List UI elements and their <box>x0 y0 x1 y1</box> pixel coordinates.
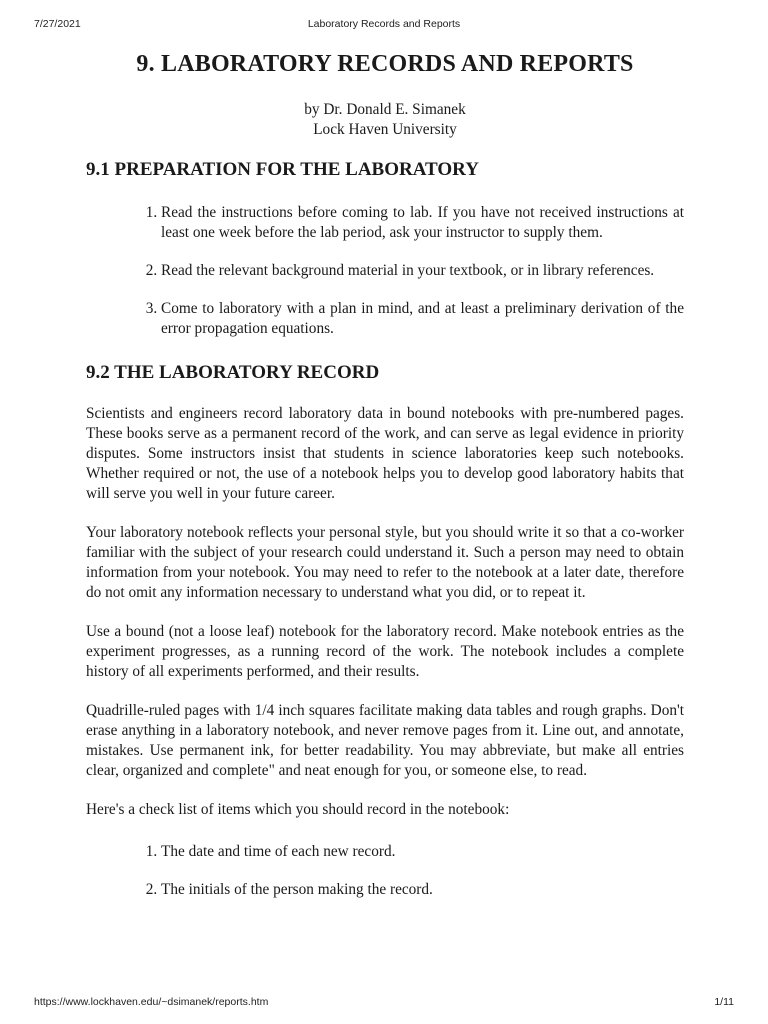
page-number: 1/11 <box>714 996 734 1008</box>
section-heading-preparation: 9.1 PREPARATION FOR THE LABORATORY <box>86 159 479 180</box>
list-item: 2. Read the relevant background material in your textbook, or in library references. <box>161 261 684 281</box>
page-url: https://www.lockhaven.edu/~dsimanek/reports.htm <box>34 996 269 1008</box>
byline <box>86 100 684 140</box>
list-item: 3. Come to laboratory with a plan in mind, and at least a preliminary derivation of the error propagation equations. <box>161 299 684 339</box>
affiliation: Lock Haven University <box>313 121 457 138</box>
print-page-title: Laboratory Records and Reports <box>307 18 461 30</box>
notebook-checklist <box>86 842 684 900</box>
author-line: by Dr. Donald E. Simanek <box>304 101 466 118</box>
paragraph: Use a bound (not a loose leaf) notebook for the laboratory record. Make notebook entries as the experiment progresses, as a running record of the work. The notebook includes a complete history of all experiments performed, and their results. <box>86 623 684 680</box>
paragraph: Quadrille-ruled pages with 1/4 inch squares facilitate making data tables and rough graphs. Don't erase anything in a laboratory notebook, and never remove pages from it. Line out, and annotate, mistakes. Use permanent ink, for better readability. You may abbreviate, but make all entries clear, organized and complete" and neat enough for you, or someone else, to read. <box>86 702 684 779</box>
preparation-list <box>86 203 684 339</box>
list-item: 2. The initials of the person making the record. <box>161 880 684 900</box>
paragraph: Scientists and engineers record laboratory data in bound notebooks with pre-numbered pages. These books serve as a permanent record of the work, and can serve as legal evidence in priority disputes. Some instructors insist that students in science laboratories keep such notebooks. Whether required or not, the use of a notebook helps you to develop good laboratory habits that will serve you well in your future career. <box>86 405 684 502</box>
print-header <box>34 18 734 32</box>
print-date: 7/27/2021 <box>34 18 81 30</box>
paragraph: Here's a check list of items which you should record in the notebook: <box>86 801 510 818</box>
document-title: 9. LABORATORY RECORDS AND REPORTS <box>136 51 634 77</box>
list-item: 1. The date and time of each new record. <box>161 842 684 862</box>
list-item: 1. Read the instructions before coming to lab. If you have not received instructions at least one week before the lab period, ask your instructor to supply them. <box>161 203 684 243</box>
section-heading-laboratory-record: 9.2 THE LABORATORY RECORD <box>86 362 380 383</box>
paragraph: Your laboratory notebook reflects your personal style, but you should write it so that a co-worker familiar with the subject of your research could understand it. Such a person may need to obtain information from your notebook. You may need to refer to the notebook at a later date, therefore do not omit any information necessary to understand what you did, or to repeat it. <box>86 524 684 601</box>
print-footer <box>34 996 734 1010</box>
document-body <box>86 48 684 900</box>
